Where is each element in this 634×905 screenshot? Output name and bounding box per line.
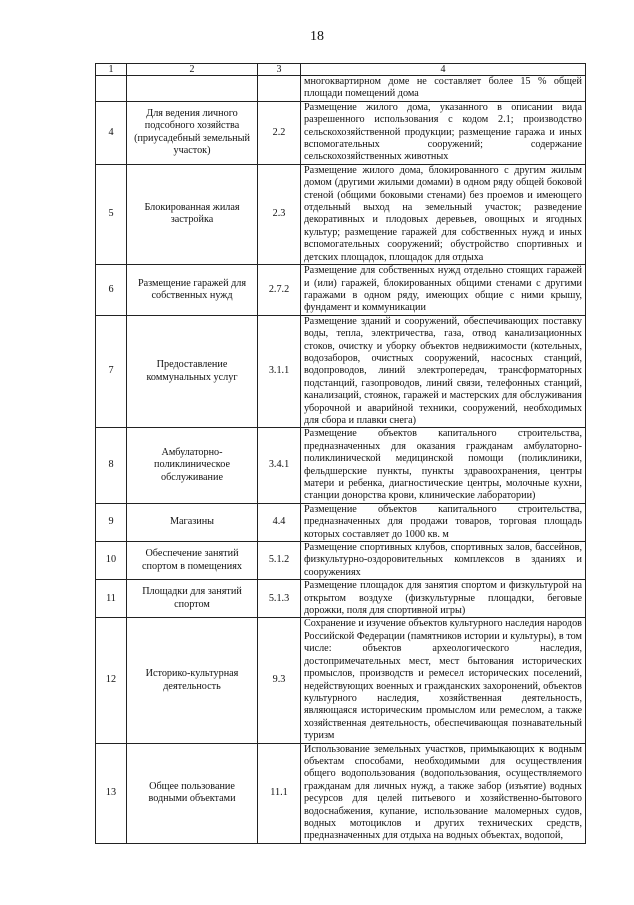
row-number: 13: [96, 743, 127, 843]
land-use-code: 4.4: [258, 503, 301, 541]
land-use-description: Размещение спортивных клубов, спортивных залов, бассейнов, физкультурно-оздоровительных комплексов в зданиях и сооружениях: [301, 542, 586, 580]
land-use-description: Размещение жилого дома, блокированного с другим жилым домом (другими жилыми домами) в одном ряду общей боковой стеной (общими боковыми стенами) без проемов и имеющего отдельный выход на земельный участок; разведение декоративных и плодовых деревьев, овощных и ягодных культур; размещение гаражей для собственных нужд и иных вспомогательных сооружений; обустройство спортивных и детских площадок, площадок для отдыха: [301, 164, 586, 264]
table-row: [96, 618, 586, 743]
land-use-code: 3.1.1: [258, 315, 301, 428]
land-use-name: Для ведения личного подсобного хозяйства (приусадебный земельный участок): [127, 101, 258, 164]
land-use-description: многоквартирном доме не составляет более 15 % общей площади помещений дома: [301, 76, 586, 102]
land-use-description: Размещение для собственных нужд отдельно стоящих гаражей и (или) гаражей, блокированных общими стенами с другими гаражами в одном ряду, имеющих общие с ними крышу, фундамент и коммуникации: [301, 265, 586, 316]
row-number: 9: [96, 503, 127, 541]
table-row: [96, 76, 586, 102]
land-use-name: Общее пользование водными объектами: [127, 743, 258, 843]
land-use-description: Размещение площадок для занятия спортом и физкультурой на открытом воздухе (физкультурные площадки, беговые дорожки, поля для спортивной игры): [301, 580, 586, 618]
land-use-code: 2.2: [258, 101, 301, 164]
table-row: [96, 428, 586, 503]
table-row: [96, 503, 586, 541]
land-use-name: Блокированная жилая застройка: [127, 164, 258, 264]
land-use-description: Сохранение и изучение объектов культурного наследия народов Российской Федерации (памятников истории и культуры), в том числе: объектов археологического наследия, достопримечательных мест, мест бытования исторических промыслов, производств и ремесел исторических поселений, недействующих военных и гражданских захоронений, объектов культурного наследия, хозяйственная деятельность, являющаяся историческим промыслом или ремеслом, а также хозяйственная деятельность, обеспечивающая познавательный туризм: [301, 618, 586, 743]
row-number: 6: [96, 265, 127, 316]
land-use-description: Использование земельных участков, примыкающих к водным объектам способами, необходимыми для осуществления общего водопользования (водопользования, осуществляемого гражданам для личных нужд, а также забор (изъятие) водных ресурсов для целей питьевого и хозяйственно-бытового водоснабжения, купание, использование маломерных судов, водных мотоциклов и других технических средств, предназначенных для отдыха на водных объектах, водопой,: [301, 743, 586, 843]
row-number: 8: [96, 428, 127, 503]
land-use-code: [258, 76, 301, 102]
row-number: [96, 76, 127, 102]
land-use-name: Размещение гаражей для собственных нужд: [127, 265, 258, 316]
land-use-description: Размещение зданий и сооружений, обеспечивающих поставку воды, тепла, электричества, газа, отвод канализационных стоков, очистку и уборку объектов недвижимости (котельных, водозаборов, очистных сооружений, насосных станций, водопроводов, линий электропередач, трансформаторных подстанций, газопроводов, линий связи, телефонных станций, канализаций, стоянок, гаражей и мастерских для обслуживания уборочной и аварийной техники, сооружений, необходимых для сбора и плавки снега): [301, 315, 586, 428]
table-row: [96, 542, 586, 580]
table-row: [96, 743, 586, 843]
land-use-name: Историко-культурная деятельность: [127, 618, 258, 743]
table-row: [96, 164, 586, 264]
land-use-code: 5.1.2: [258, 542, 301, 580]
land-use-code: 5.1.3: [258, 580, 301, 618]
page-number: 18: [310, 29, 324, 44]
land-use-name: Магазины: [127, 503, 258, 541]
table-row: [96, 580, 586, 618]
header-cell: 4: [301, 64, 586, 76]
table-row: [96, 315, 586, 428]
land-use-name: Площадки для занятий спортом: [127, 580, 258, 618]
header-cell: 3: [258, 64, 301, 76]
table-header-row: [96, 64, 586, 76]
land-use-code: 2.3: [258, 164, 301, 264]
row-number: 11: [96, 580, 127, 618]
land-use-name: [127, 76, 258, 102]
land-use-code: 3.4.1: [258, 428, 301, 503]
land-use-description: Размещение объектов капитального строительства, предназначенных для оказания гражданам амбулаторно-поликлинической медицинской помощи (поликлиники, фельдшерские пункты, пункты здравоохранения, центры матери и ребенка, диагностические центры, молочные кухни, станции донорства крови, клинические лаборатории): [301, 428, 586, 503]
land-use-code: 11.1: [258, 743, 301, 843]
header-cell: 2: [127, 64, 258, 76]
land-use-code: 9.3: [258, 618, 301, 743]
land-use-name: Обеспечение занятий спортом в помещениях: [127, 542, 258, 580]
table-row: [96, 265, 586, 316]
row-number: 7: [96, 315, 127, 428]
land-use-name: Амбулаторно-поликлиническое обслуживание: [127, 428, 258, 503]
land-use-description: Размещение жилого дома, указанного в описании вида разрешенного использования с кодом 2.1; производство сельскохозяйственной продукции; размещение гаража и иных вспомогательных сооружений; содержание сельскохозяйственных животных: [301, 101, 586, 164]
table-row: [96, 101, 586, 164]
row-number: 12: [96, 618, 127, 743]
land-use-table: [95, 63, 586, 844]
land-use-code: 2.7.2: [258, 265, 301, 316]
land-use-name: Предоставление коммунальных услуг: [127, 315, 258, 428]
row-number: 10: [96, 542, 127, 580]
header-cell: 1: [96, 64, 127, 76]
row-number: 4: [96, 101, 127, 164]
row-number: 5: [96, 164, 127, 264]
land-use-description: Размещение объектов капитального строительства, предназначенных для продажи товаров, торговая площадь которых составляет до 1000 кв. м: [301, 503, 586, 541]
